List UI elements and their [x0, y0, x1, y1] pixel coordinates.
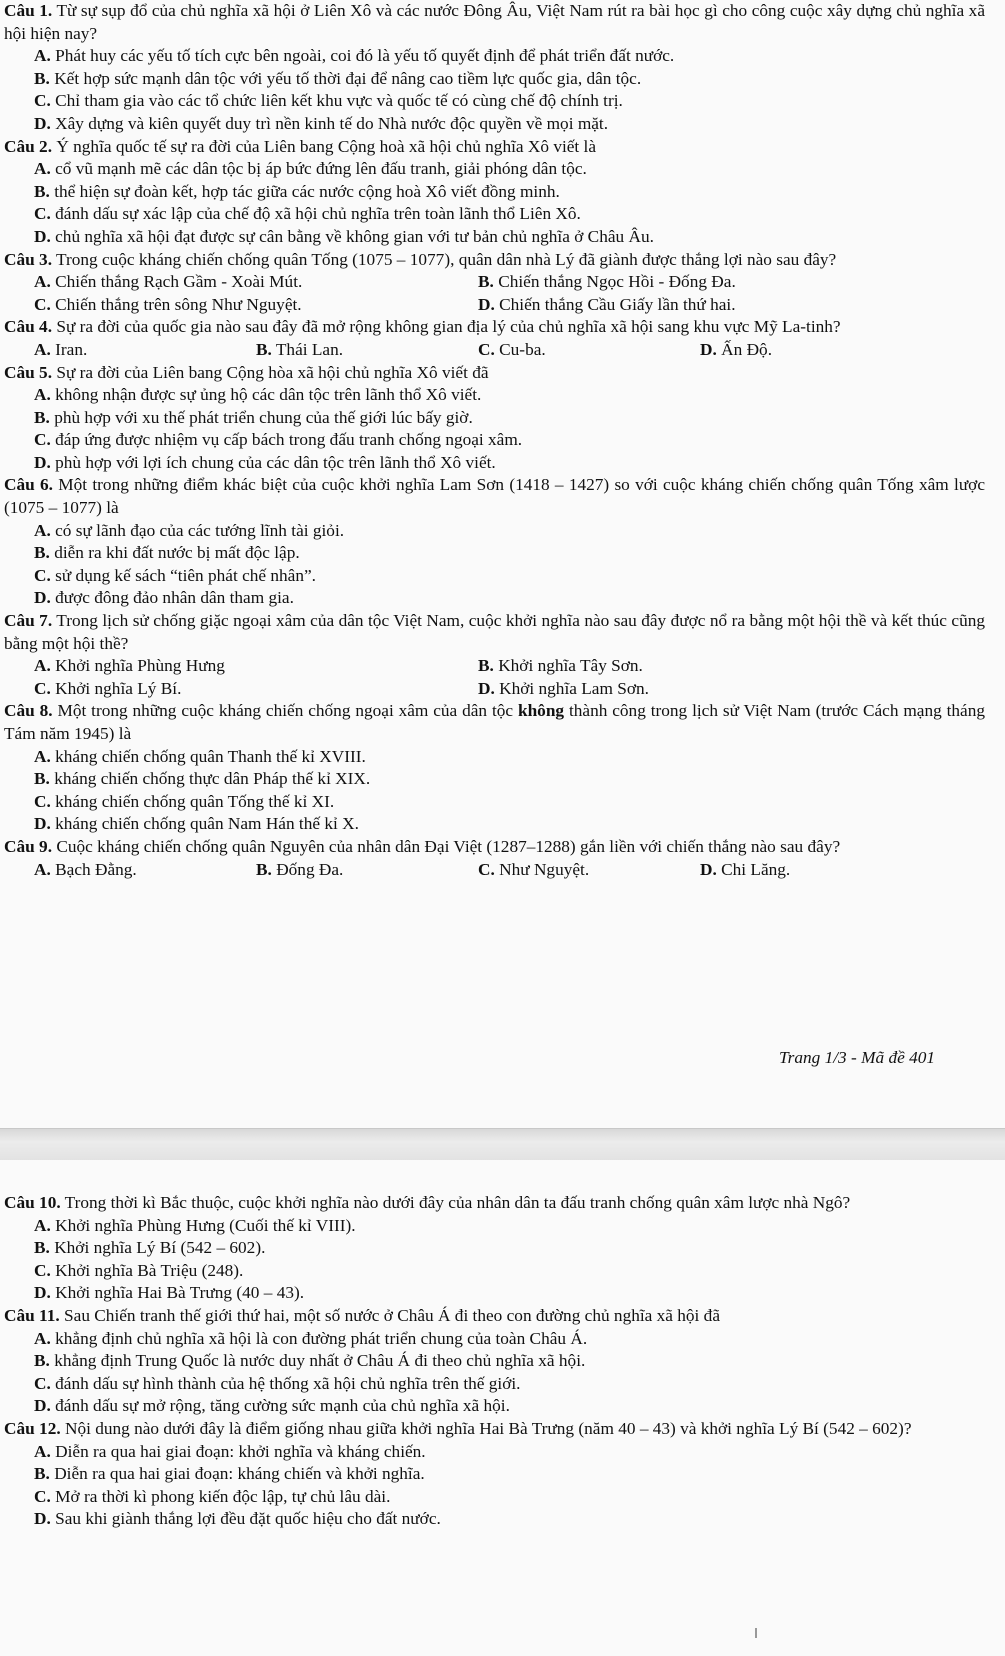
option-c: C. đánh dấu sự hình thành của hệ thống xã hội chủ nghĩa trên thế giới.: [34, 1373, 521, 1393]
option-a: A. khẳng định chủ nghĩa xã hội là con đường phát triển chung của toàn Châu Á.: [34, 1328, 588, 1348]
option-a: A. kháng chiến chống quân Thanh thế kỉ XVIII.: [34, 746, 366, 766]
option-b: B. Diễn ra qua hai giai đoạn: kháng chiến và khởi nghĩa.: [34, 1464, 425, 1484]
option-d: D. phù hợp với lợi ích chung của các dân tộc trên lãnh thổ Xô viết.: [34, 452, 496, 472]
option-b: B. thể hiện sự đoàn kết, hợp tác giữa các nước cộng hoà Xô viết đồng minh.: [34, 181, 560, 201]
option-c: C. đáp ứng được nhiệm vụ cấp bách trong đấu tranh chống ngoại xâm.: [34, 430, 523, 450]
option-d: D. Khởi nghĩa Hai Bà Trưng (40 – 43).: [34, 1283, 305, 1303]
option-d: D. Sau khi giành thắng lợi đều đặt quốc hiệu cho đất nước.: [34, 1509, 441, 1529]
question-number: Câu 12.: [4, 1418, 61, 1438]
question-1: [4, 0, 985, 136]
option-d: D. Xây dựng và kiên quyết duy trì nền kinh tế do Nhà nước độc quyền về mọi mặt.: [34, 113, 609, 133]
option-d: D. Chi Lăng.: [700, 859, 791, 879]
option-b: B. kháng chiến chống thực dân Pháp thế kỉ XIX.: [34, 769, 371, 789]
question-5: [4, 362, 985, 475]
option-a: A. Khởi nghĩa Phùng Hưng: [34, 656, 225, 676]
option-b: B. Khởi nghĩa Lý Bí (542 – 602).: [34, 1238, 266, 1258]
option-c: C. Cu-ba.: [478, 339, 546, 359]
question-7: [4, 610, 985, 700]
question-stem: Một trong những điểm khác biệt của cuộc khởi nghĩa Lam Sơn (1418 – 1427) so với cuộc kháng chiến chống quân Tống xâm lược (1075 – 1077) là: [4, 475, 985, 518]
option-c: C. Khởi nghĩa Bà Triệu (248).: [34, 1260, 244, 1280]
option-a: A. không nhận được sự ủng hộ các dân tộc trên lãnh thổ Xô viết.: [34, 385, 482, 405]
question-number: Câu 10.: [4, 1193, 61, 1212]
question-stem: Sự ra đời của quốc gia nào sau đây đã mở rộng không gian địa lý của chủ nghĩa xã hội sang khu vực Mỹ La-tinh?: [56, 317, 841, 337]
question-stem: Trong cuộc kháng chiến chống quân Tống (1075 – 1077), quân dân nhà Lý đã giành được thắng lợi nào sau đây?: [56, 249, 837, 269]
option-a: A. cổ vũ mạnh mẽ các dân tộc bị áp bức đứng lên đấu tranh, giải phóng dân tộc.: [34, 159, 587, 179]
question-6: [4, 474, 985, 610]
option-d: D. Chiến thắng Cầu Giấy lần thứ hai.: [478, 294, 736, 314]
option-b: B. phù hợp với xu thế phát triển chung của thế giới lúc bấy giờ.: [34, 407, 473, 427]
option-a: A. Bạch Đằng.: [34, 859, 137, 879]
exam-page-2: [0, 1160, 1005, 1656]
option-d: D. kháng chiến chống quân Nam Hán thế kỉ X.: [34, 814, 359, 834]
question-number: Câu 4.: [4, 317, 53, 337]
question-stem: Sự ra đời của Liên bang Cộng hòa xã hội chủ nghĩa Xô viết đã: [56, 362, 489, 382]
option-c: C. Chiến thắng trên sông Như Nguyệt.: [34, 294, 302, 314]
option-d: D. chủ nghĩa xã hội đạt được sự cân bằng về không gian với tư bản chủ nghĩa ở Châu Âu.: [34, 226, 654, 246]
question-stem-emphasis: không: [517, 701, 565, 721]
option-d: D. được đông đảo nhân dân tham gia.: [34, 588, 294, 608]
question-stem: Ý nghĩa quốc tế sự ra đời của Liên bang Cộng hoà xã hội chủ nghĩa Xô viết là: [56, 136, 597, 156]
option-a: A. Diễn ra qua hai giai đoạn: khởi nghĩa và kháng chiến.: [34, 1441, 426, 1461]
question-stem: Cuộc kháng chiến chống quân Nguyên của nhân dân Đại Việt (1287–1288) gắn liền với chiến thắng nào sau đây?: [56, 836, 841, 856]
question-stem: Nội dung nào dưới đây là điểm giống nhau giữa khởi nghĩa Hai Bà Trưng (năm 40 – 43) và khởi nghĩa Lý Bí (542 – 602)?: [64, 1418, 912, 1438]
page-1-content: [4, 0, 985, 881]
option-d: D. Khởi nghĩa Lam Sơn.: [478, 678, 649, 698]
question-2: [4, 136, 985, 249]
question-number: Câu 11.: [4, 1305, 60, 1325]
option-b: B. diễn ra khi đất nước bị mất độc lập.: [34, 543, 300, 563]
option-a: A. có sự lãnh đạo của các tướng lĩnh tài giỏi.: [34, 520, 345, 540]
option-b: B. Kết hợp sức mạnh dân tộc với yếu tố thời đại để nâng cao tiềm lực quốc gia, dân tộc.: [34, 68, 642, 88]
question-number: Câu 8.: [4, 701, 53, 721]
option-c: C. đánh dấu sự xác lập của chế độ xã hội chủ nghĩa trên toàn lãnh thổ Liên Xô.: [34, 204, 581, 224]
question-number: Câu 7.: [4, 611, 53, 631]
question-number: Câu 1.: [4, 1, 53, 20]
option-d: D. đánh dấu sự mở rộng, tăng cường sức mạnh của chủ nghĩa xã hội.: [34, 1396, 510, 1416]
question-number: Câu 5.: [4, 362, 53, 382]
question-10: [4, 1192, 985, 1305]
option-a: A. Phát huy các yếu tố tích cực bên ngoài, coi đó là yếu tố quyết định để phát triển đất nước.: [34, 46, 675, 66]
option-b: B. Chiến thắng Ngọc Hồi - Đống Đa.: [478, 272, 736, 292]
question-number: Câu 9.: [4, 836, 53, 856]
option-b: B. khẳng định Trung Quốc là nước duy nhất ở Châu Á đi theo chủ nghĩa xã hội.: [34, 1351, 586, 1371]
option-a: A. Khởi nghĩa Phùng Hưng (Cuối thế kỉ VIII).: [34, 1215, 356, 1235]
question-12: [4, 1418, 985, 1531]
question-9: [4, 836, 985, 881]
question-3: [4, 249, 985, 317]
option-d: D. Ấn Độ.: [700, 339, 773, 359]
option-b: B. Đống Đa.: [256, 859, 344, 879]
option-c: C. kháng chiến chống quân Tống thế kỉ XI.: [34, 791, 335, 811]
question-stem: Từ sự sụp đổ của chủ nghĩa xã hội ở Liên Xô và các nước Đông Âu, Việt Nam rút ra bài học gì cho công cuộc xây dựng chủ nghĩa xã hội hiện nay?: [4, 1, 985, 43]
option-c: C. sử dụng kế sách “tiên phát chế nhân”.: [34, 565, 316, 585]
option-c: C. Mở ra thời kì phong kiến độc lập, tự chủ lâu dài.: [34, 1486, 391, 1506]
option-a: A. Chiến thắng Rạch Gầm - Xoài Mút.: [34, 272, 303, 292]
question-4: [4, 316, 985, 361]
option-c: C. Chỉ tham gia vào các tổ chức liên kết khu vực và quốc tế có cùng chế độ chính trị.: [34, 91, 623, 111]
stray-mark: [755, 1628, 757, 1638]
question-11: [4, 1305, 985, 1418]
page-separator: [0, 1128, 1005, 1162]
question-stem: Sau Chiến tranh thế giới thứ hai, một số nước ở Châu Á đi theo con đường chủ nghĩa xã hội đã: [64, 1305, 720, 1325]
question-number: Câu 6.: [4, 475, 53, 495]
page-footer: Trang 1/3 - Mã đề 401: [778, 1048, 935, 1067]
question-number: Câu 2.: [4, 136, 53, 156]
option-a: A. Iran.: [34, 339, 88, 359]
question-8: [4, 700, 985, 836]
question-stem: Trong thời kì Bắc thuộc, cuộc khởi nghĩa nào dưới đây của nhân dân ta đấu tranh chống quân xâm lược nhà Ngô?: [64, 1193, 851, 1212]
page-2-content: [4, 1192, 985, 1531]
option-b: B. Thái Lan.: [256, 339, 344, 359]
question-stem-part-1: Một trong những cuộc kháng chiến chống ngoại xâm của dân tộc: [57, 701, 514, 721]
option-c: C. Như Nguyệt.: [478, 859, 590, 879]
option-c: C. Khởi nghĩa Lý Bí.: [34, 678, 182, 698]
question-stem-part-2: thành công trong lịch sử Việt Nam (trước Cách mạng tháng Tám năm 1945) là: [4, 701, 986, 743]
question-number: Câu 3.: [4, 249, 53, 269]
option-b: B. Khởi nghĩa Tây Sơn.: [478, 656, 643, 676]
question-stem: Trong lịch sử chống giặc ngoại xâm của dân tộc Việt Nam, cuộc khởi nghĩa nào sau đây được nổ ra bằng một hội thề và kết thúc cũng bằng một hội thề?: [4, 611, 985, 653]
